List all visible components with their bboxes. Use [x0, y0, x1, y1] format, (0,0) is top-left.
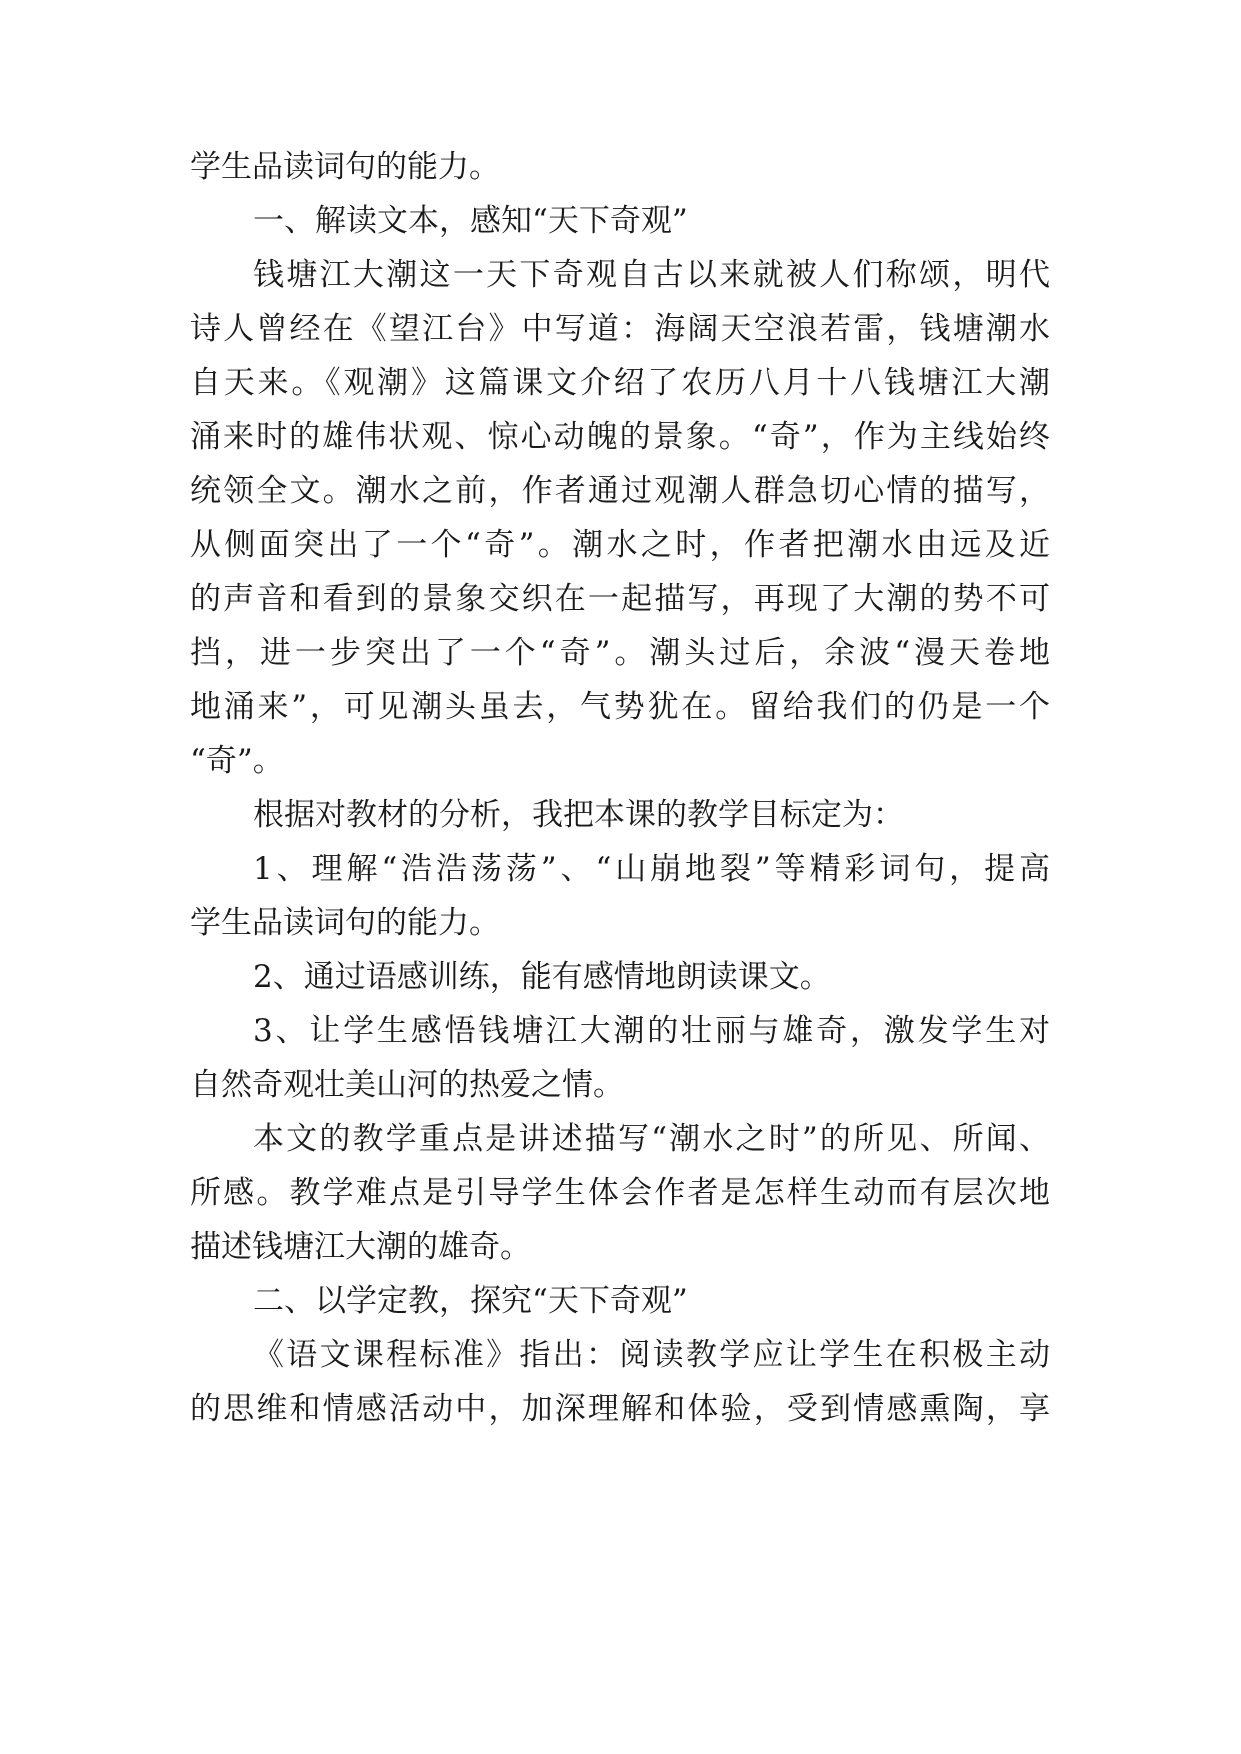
- text-line: 涌来时的雄伟状观、惊心动魄的景象。“奇”，作为主线始终: [190, 419, 1050, 455]
- text-line: 的声音和看到的景象交织在一起描写，再现了大潮的势不可: [190, 581, 1050, 617]
- section-heading: 二、以学定教，探究“天下奇观”: [253, 1283, 688, 1319]
- text-line: 所感。教学难点是引导学生体会作者是怎样生动而有层次地: [190, 1175, 1050, 1211]
- text-line: 挡，进一步突出了一个“奇”。潮头过后，余波“漫天卷地: [190, 635, 1050, 671]
- text-line: 统领全文。潮水之前，作者通过观潮人群急切心情的描写，: [190, 473, 1050, 509]
- text-line: 地涌来”，可见潮头虽去，气势犹在。留给我们的仍是一个: [190, 689, 1050, 725]
- section-heading: 一、解读文本，感知“天下奇观”: [253, 203, 688, 239]
- text-line: “奇”。: [190, 743, 284, 779]
- text-line: 描述钱塘江大潮的雄奇。: [190, 1229, 531, 1265]
- text-line: 学生品读词句的能力。: [190, 905, 500, 941]
- text-line: 诗人曾经在《望江台》中写道：海阔天空浪若雷，钱塘潮水: [190, 311, 1050, 347]
- text-line: 《语文课程标准》指出：阅读教学应让学生在积极主动: [253, 1337, 1050, 1373]
- text-line: 从侧面突出了一个“奇”。潮水之时，作者把潮水由远及近: [190, 527, 1050, 563]
- text-line: 的思维和情感活动中，加深理解和体验，受到情感熏陶，享: [190, 1391, 1050, 1427]
- text-line: 钱塘江大潮这一天下奇观自古以来就被人们称颂，明代: [253, 257, 1050, 293]
- list-item: 3、让学生感悟钱塘江大潮的壮丽与雄奇，激发学生对: [253, 1013, 1050, 1049]
- text-line: 本文的教学重点是讲述描写“潮水之时”的所见、所闻、: [253, 1121, 1050, 1157]
- text-line: 根据对教材的分析，我把本课的教学目标定为：: [253, 797, 904, 833]
- text-line: 自然奇观壮美山河的热爱之情。: [190, 1067, 624, 1103]
- text-line: 学生品读词句的能力。: [190, 149, 500, 185]
- list-item: 2、通过语感训练，能有感情地朗读课文。: [253, 959, 831, 995]
- list-item: 1、理解“浩浩荡荡”、“山崩地裂”等精彩词句，提高: [253, 851, 1050, 887]
- text-line: 自天来。《观潮》这篇课文介绍了农历八月十八钱塘江大潮: [190, 365, 1050, 401]
